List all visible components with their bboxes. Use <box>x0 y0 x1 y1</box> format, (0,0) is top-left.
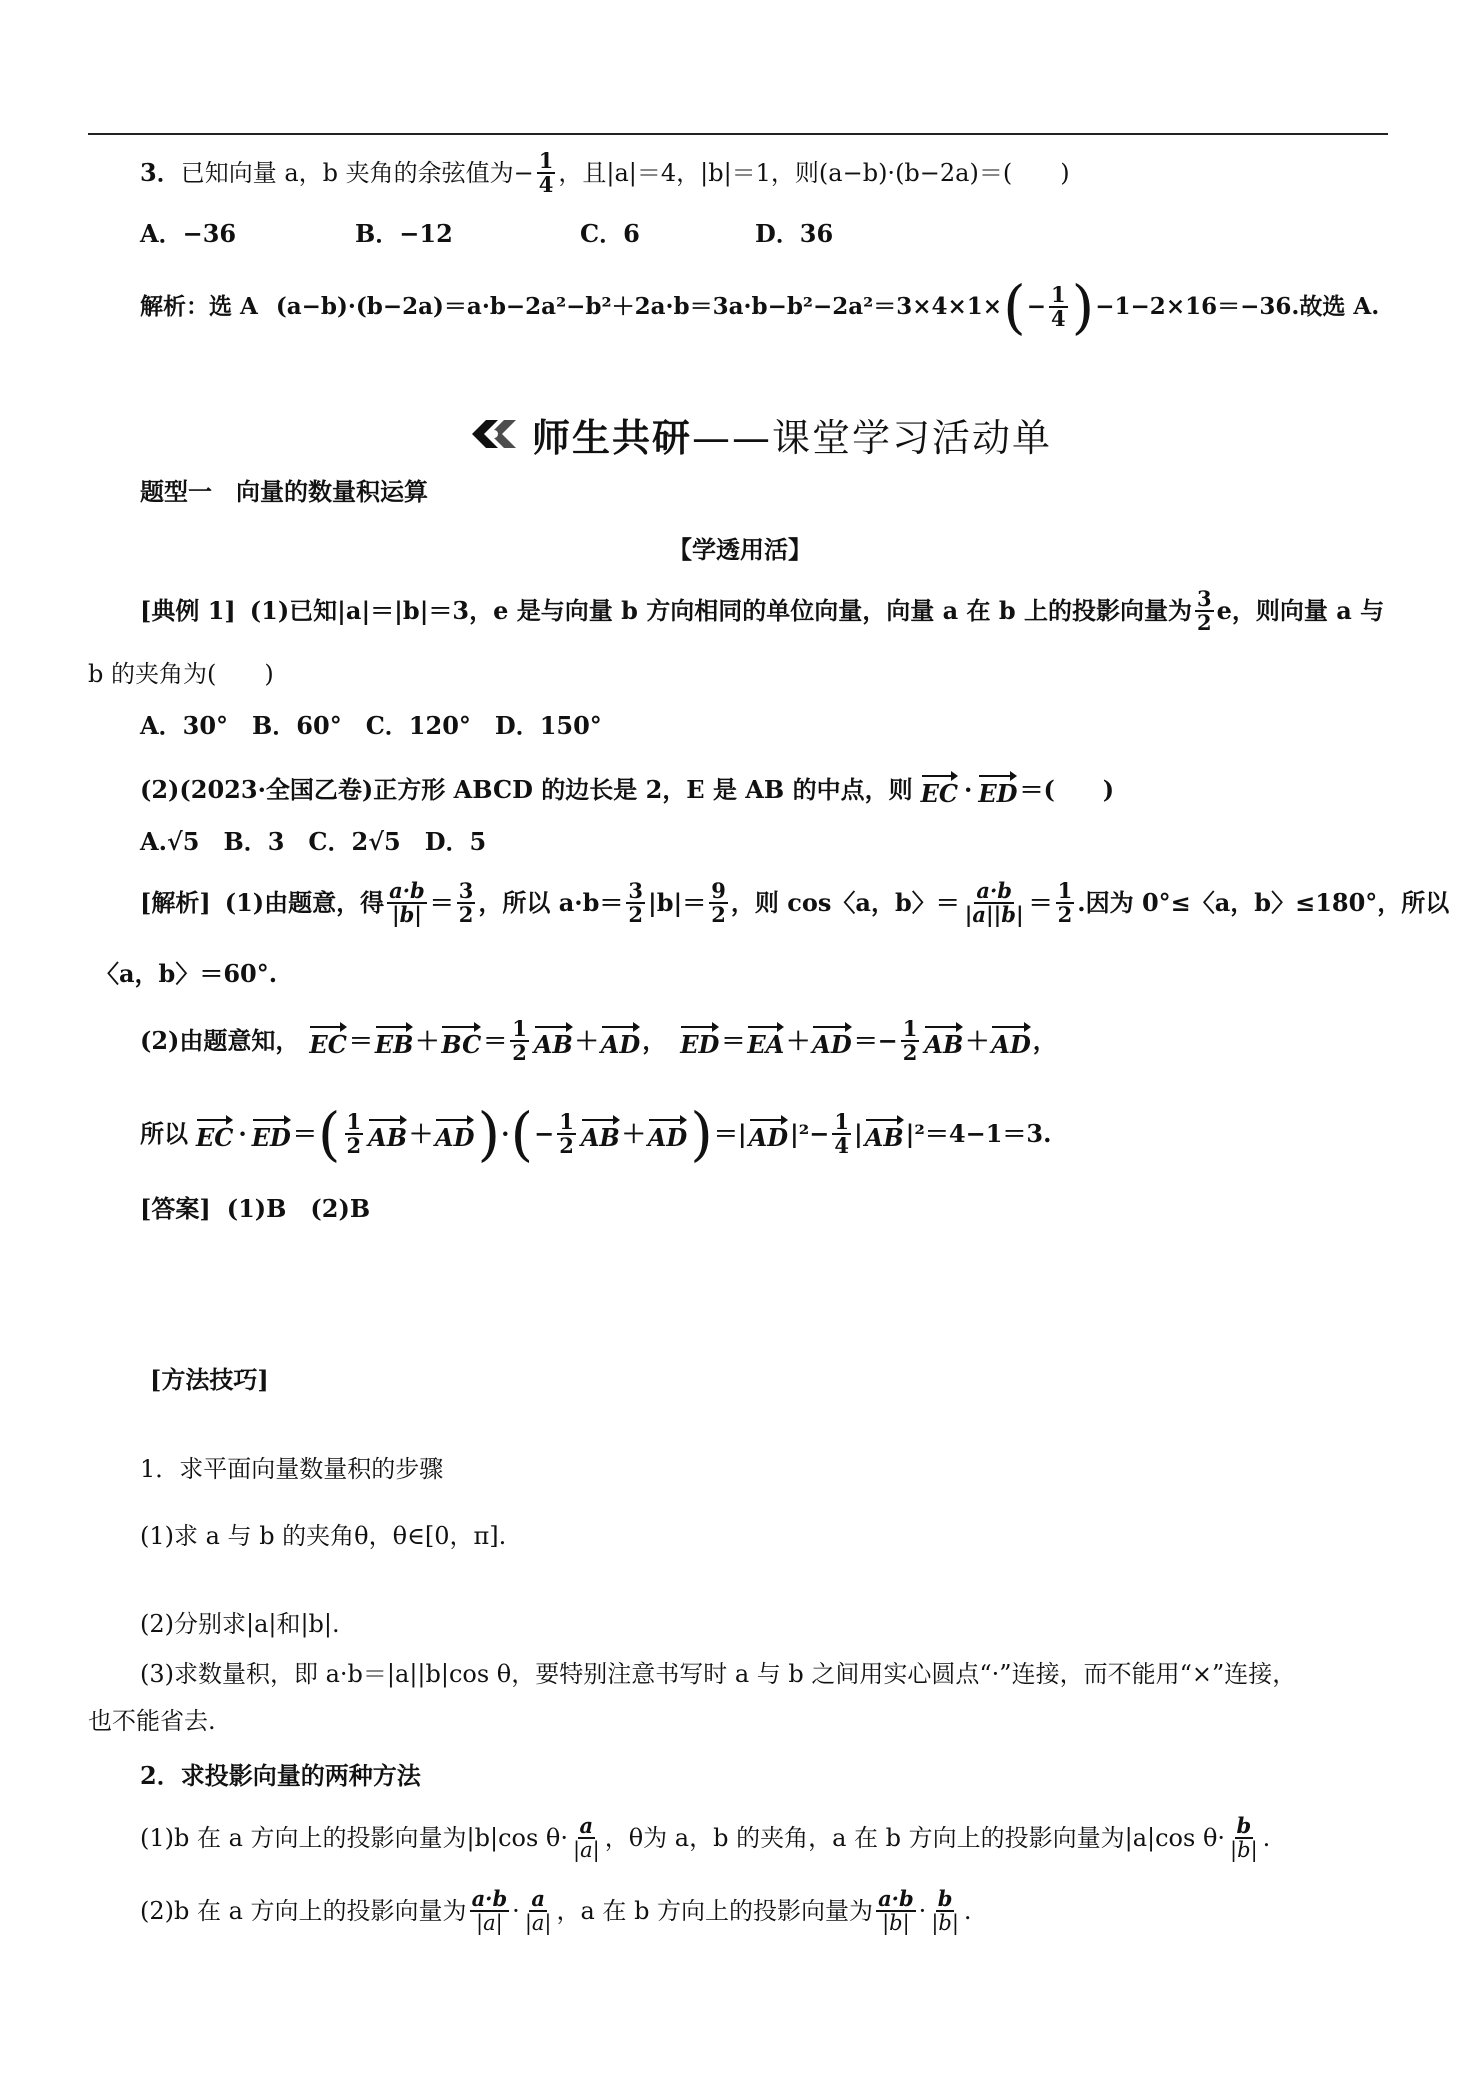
solution-part2: (2)由题意知， EC ＝ EB ＋ BC ＝ $\frac{1}{2}$ AB ＋ AD ， ED ＝ EA ＋ AD ＝− $\frac{1}{2}$ AB ＋ AD ， <box>140 1016 1057 1066</box>
fraction: $\frac{a}{|a|}$ <box>524 1886 552 1936</box>
solution-part1-cont: 〈a，b〉＝60°. <box>95 959 278 988</box>
fraction: $\frac{3}{2}$ <box>628 878 644 928</box>
banner-title: 师生共研 <box>532 415 693 460</box>
q3-option-d: D．36 <box>755 219 834 248</box>
logo-icon <box>468 416 520 452</box>
answer-line: [答案] (1)B (2)B <box>140 1194 371 1223</box>
fraction: $\frac{1}{4}$ <box>1051 281 1066 331</box>
section-subheading: 【学透用活】 <box>668 535 812 564</box>
example-part2-options: A.√5 B．3 C．2√5 D．5 <box>140 827 487 856</box>
method-step-1: (1)求 a 与 b 的夹角θ，θ∈[0，π]. <box>140 1522 507 1550</box>
fraction: $\frac{1}{4}$ <box>834 1108 849 1158</box>
fraction: $\frac{b}{|b|}$ <box>931 1886 959 1936</box>
example-part1-cont: b 的夹角为( ) <box>88 660 274 688</box>
fraction: $\frac{a\cdot b}{|a||b|}$ <box>964 878 1024 928</box>
top-rule <box>88 133 1388 135</box>
fraction: $\frac{a}{|a|}$ <box>573 1813 600 1863</box>
example-part1: [典例 1] (1)已知|a|＝|b|＝3，e 是与向量 b 方向相同的单位向量，向量 a 在 b 上的投影向量为 $\frac{3}{2}$ e，则向量 a 与 <box>140 586 1385 636</box>
fraction: $\frac{a\cdot b}{|a|}$ <box>471 1886 508 1936</box>
fraction: $\frac{3}{2}$ <box>1197 586 1212 636</box>
method-proj-1: (1)b 在 a 方向上的投影向量为|b|cos θ· $\frac{a}{|a|}$ ，θ为 a，b 的夹角，a 在 b 方向上的投影向量为|a|cos θ· $\frac{b}{|b|}$ . <box>140 1813 1271 1863</box>
solution-part2-result: 所以 EC · ED ＝ ( $\frac{1}{2}$ AB ＋ AD ) · ( − $\frac{1}{2}$ AB ＋ AD ) ＝| AD |²− $\frac{1}{4}$ | AB |²＝4−1＝3. <box>140 1100 1052 1168</box>
banner-subtitle: ——课堂学习活动单 <box>692 415 1053 460</box>
fraction: $\frac{b}{|b|}$ <box>1230 1813 1258 1863</box>
method-step-2: (2)分别求|a|和|b|. <box>140 1610 340 1638</box>
fraction: $\frac{a\cdot b}{|b|}$ <box>389 878 425 928</box>
source-tag: 全国乙卷 <box>265 776 362 804</box>
q3-option-b: B．−12 <box>355 219 453 248</box>
fraction: $\frac{1}{4}$ <box>538 148 554 198</box>
fraction: $\frac{3}{2}$ <box>458 878 474 928</box>
fraction: $\frac{1}{2}$ <box>1057 878 1073 928</box>
q3-stem: 3． 已知向量 a，b 夹角的余弦值为− $\frac{1}{4}$ ，且|a|＝4，|b|＝1，则(a−b)·(b−2a)＝( ) <box>140 148 1070 198</box>
solution-part1: [解析] (1)由题意，得 $\frac{a\cdot b}{|b|}$ ＝ $\frac{3}{2}$ ， 所以 a·b＝ $\frac{3}{2}$ |b|＝ $\frac{9}{2}$ ，则 cos〈a，b〉＝ $\frac{a\cdot b}{|a||b|}$ ＝ $\frac{1}{2}$ .因为 0°≤〈a，b〉≤180°，所以 <box>140 878 1450 928</box>
method-heading-2: 2．求投影向量的两种方法 <box>140 1761 421 1790</box>
example-part1-options: A．30° B．60° C．120° D．150° <box>140 711 602 740</box>
method-heading-1: 1．求平面向量数量积的步骤 <box>140 1455 444 1483</box>
method-step-3: (3)求数量积，即 a·b＝|a||b|cos θ，要特别注意书写时 a 与 b 之间用实心圆点“·”连接，而不能用“×”连接， <box>140 1660 1297 1688</box>
method-label: [方法技巧] <box>150 1365 269 1394</box>
method-proj-2: (2)b 在 a 方向上的投影向量为 $\frac{a\cdot b}{|a|}$ · $\frac{a}{|a|}$ ，a 在 b 方向上的投影向量为 $\frac{a\cdot b}{|b|}$ · $\frac{b}{|b|}$ . <box>140 1886 972 1936</box>
q3-option-c: C．6 <box>580 219 640 248</box>
example-part2: (2)(2023· 全国乙卷 )正方形 ABCD 的边长是 2，E 是 AB 的中点，则 EC · ED ＝( ) <box>140 772 1114 809</box>
fraction: $\frac{1}{2}$ <box>559 1108 574 1158</box>
fraction: $\frac{9}{2}$ <box>711 878 726 928</box>
section-title: 题型一 向量的数量积运算 <box>140 477 428 506</box>
section-banner <box>468 404 1068 464</box>
q3-analysis: 解析： 选 A (a−b)·(b−2a)＝a·b−2a²−b²＋2a·b＝3a·b−b²−2a²＝3×4×1× ( − $\frac{1}{4}$ ) −1−2×16＝−36.故选 A. <box>140 273 1380 341</box>
fraction: $\frac{1}{2}$ <box>512 1016 527 1066</box>
method-step-3-cont: 也不能省去. <box>88 1707 216 1735</box>
fraction: $\frac{a\cdot b}{|b|}$ <box>878 1886 914 1936</box>
fraction: $\frac{1}{2}$ <box>346 1108 362 1158</box>
q3-option-a: A．−36 <box>140 219 237 248</box>
fraction: $\frac{1}{2}$ <box>902 1016 918 1066</box>
